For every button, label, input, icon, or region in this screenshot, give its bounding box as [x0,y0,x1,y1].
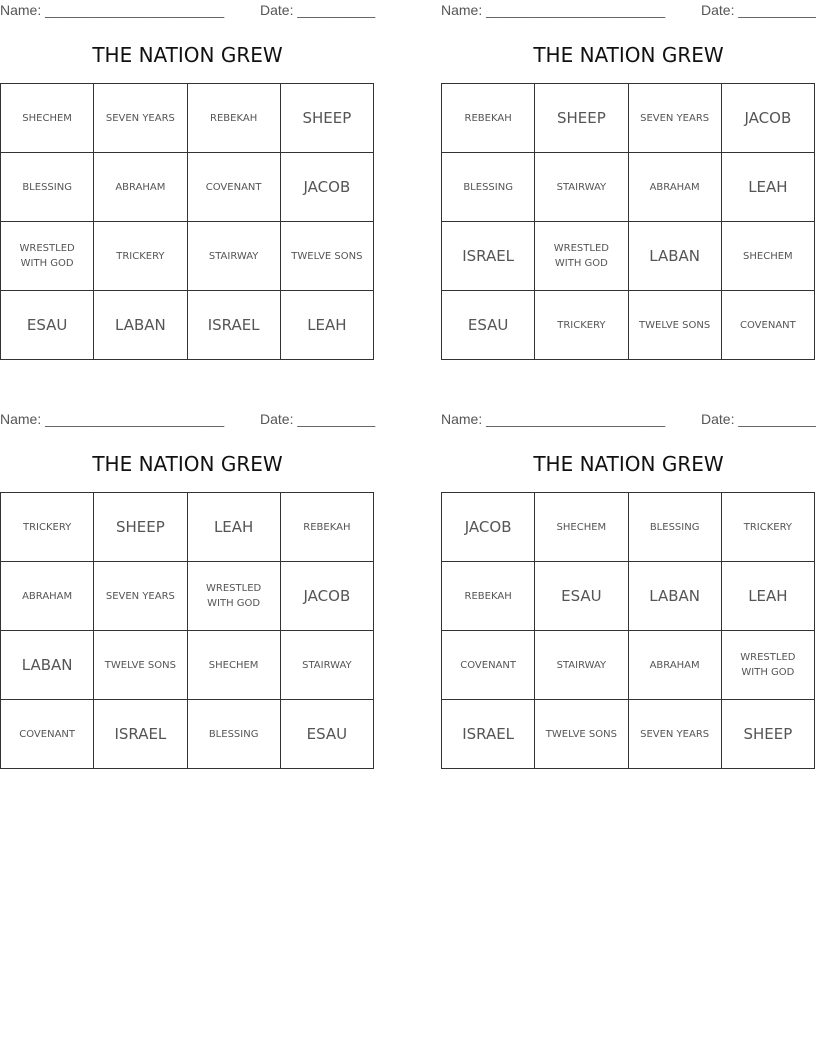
bingo-card-2 [441,0,816,360]
bingo-cell: ABRAHAM [1,562,94,631]
bingo-cell: TWELVE SONS [94,631,187,700]
bingo-cell: ABRAHAM [94,153,187,222]
bingo-cell: WRESTLED WITH GOD [721,631,814,700]
bingo-card-4 [441,409,816,769]
bingo-cell: SHECHEM [1,84,94,153]
bingo-cell: REBEKAH [187,84,280,153]
bingo-cell: SHEEP [280,84,373,153]
bingo-cell: LABAN [94,291,187,360]
date-field: Date: __________ [260,411,376,427]
bingo-cell: STAIRWAY [535,153,628,222]
bingo-cell: REBEKAH [442,562,535,631]
bingo-cell: SEVEN YEARS [628,84,721,153]
name-field: Name: _______________________ [0,411,225,427]
grid-row [1,700,374,769]
grid-row [442,291,815,360]
grid-row [1,562,374,631]
bingo-cell: TWELVE SONS [535,700,628,769]
grid-row [442,222,815,291]
bingo-cell: WRESTLED WITH GOD [535,222,628,291]
bingo-cell: TRICKERY [535,291,628,360]
bingo-cell: REBEKAH [280,493,373,562]
grid-row [1,631,374,700]
bingo-cell: SHEEP [721,700,814,769]
bingo-grid [441,492,815,769]
bingo-cell: ESAU [442,291,535,360]
grid-row [1,84,374,153]
bingo-cell: STAIRWAY [280,631,373,700]
bingo-cell: SHEEP [94,493,187,562]
grid-row [442,562,815,631]
bingo-cell: LABAN [1,631,94,700]
card-header [441,409,816,431]
grid-row [442,493,815,562]
bingo-card-1 [0,0,375,360]
bingo-cell: COVENANT [187,153,280,222]
name-field: Name: _______________________ [441,411,666,427]
bingo-cell: ISRAEL [94,700,187,769]
grid-row [442,631,815,700]
grid-row [1,222,374,291]
bingo-cell: COVENANT [1,700,94,769]
bingo-cell: TRICKERY [1,493,94,562]
name-field: Name: _______________________ [441,2,666,18]
card-title: THE NATION GREW [92,452,283,476]
bingo-cell: STAIRWAY [187,222,280,291]
card-header [0,409,375,431]
card-title: THE NATION GREW [92,43,283,67]
bingo-cell: WRESTLED WITH GOD [187,562,280,631]
bingo-cell: SHECHEM [187,631,280,700]
bingo-cell: JACOB [280,153,373,222]
date-field: Date: __________ [260,2,376,18]
bingo-cell: ESAU [280,700,373,769]
bingo-cell: JACOB [442,493,535,562]
bingo-cell: ABRAHAM [628,153,721,222]
bingo-cell: COVENANT [721,291,814,360]
card-title: THE NATION GREW [533,43,724,67]
grid-row [1,291,374,360]
grid-row [442,700,815,769]
bingo-cell: SEVEN YEARS [94,84,187,153]
bingo-cell: TWELVE SONS [280,222,373,291]
bingo-cell: ISRAEL [442,700,535,769]
bingo-cell: TRICKERY [721,493,814,562]
bingo-cell: TRICKERY [94,222,187,291]
bingo-cell: BLESSING [628,493,721,562]
bingo-card-3 [0,409,375,769]
bingo-grid [0,83,374,360]
grid-row [1,153,374,222]
name-field: Name: _______________________ [0,2,225,18]
bingo-cell: ISRAEL [442,222,535,291]
grid-row [442,153,815,222]
bingo-cell: COVENANT [442,631,535,700]
bingo-cell: BLESSING [1,153,94,222]
bingo-cell: JACOB [721,84,814,153]
date-field: Date: __________ [701,411,816,427]
bingo-cell: LEAH [721,153,814,222]
bingo-cell: LABAN [628,222,721,291]
bingo-cell: BLESSING [187,700,280,769]
card-title: THE NATION GREW [533,452,724,476]
bingo-cell: ISRAEL [187,291,280,360]
bingo-cell: SHEEP [535,84,628,153]
bingo-cell: BLESSING [442,153,535,222]
bingo-grid [441,83,815,360]
bingo-cell: TWELVE SONS [628,291,721,360]
grid-row [442,84,815,153]
bingo-cell: LABAN [628,562,721,631]
card-header [0,0,375,22]
bingo-cell: ABRAHAM [628,631,721,700]
date-field: Date: __________ [701,2,816,18]
bingo-cell: WRESTLED WITH GOD [1,222,94,291]
bingo-cell: ESAU [1,291,94,360]
bingo-cell: SHECHEM [535,493,628,562]
bingo-cell: SEVEN YEARS [94,562,187,631]
grid-row [1,493,374,562]
bingo-cell: ESAU [535,562,628,631]
bingo-cell: SEVEN YEARS [628,700,721,769]
card-header [441,0,816,22]
bingo-cell: LEAH [187,493,280,562]
bingo-cell: REBEKAH [442,84,535,153]
bingo-cell: STAIRWAY [535,631,628,700]
bingo-cell: JACOB [280,562,373,631]
bingo-cell: LEAH [721,562,814,631]
bingo-cell: SHECHEM [721,222,814,291]
bingo-grid [0,492,374,769]
bingo-cell: LEAH [280,291,373,360]
